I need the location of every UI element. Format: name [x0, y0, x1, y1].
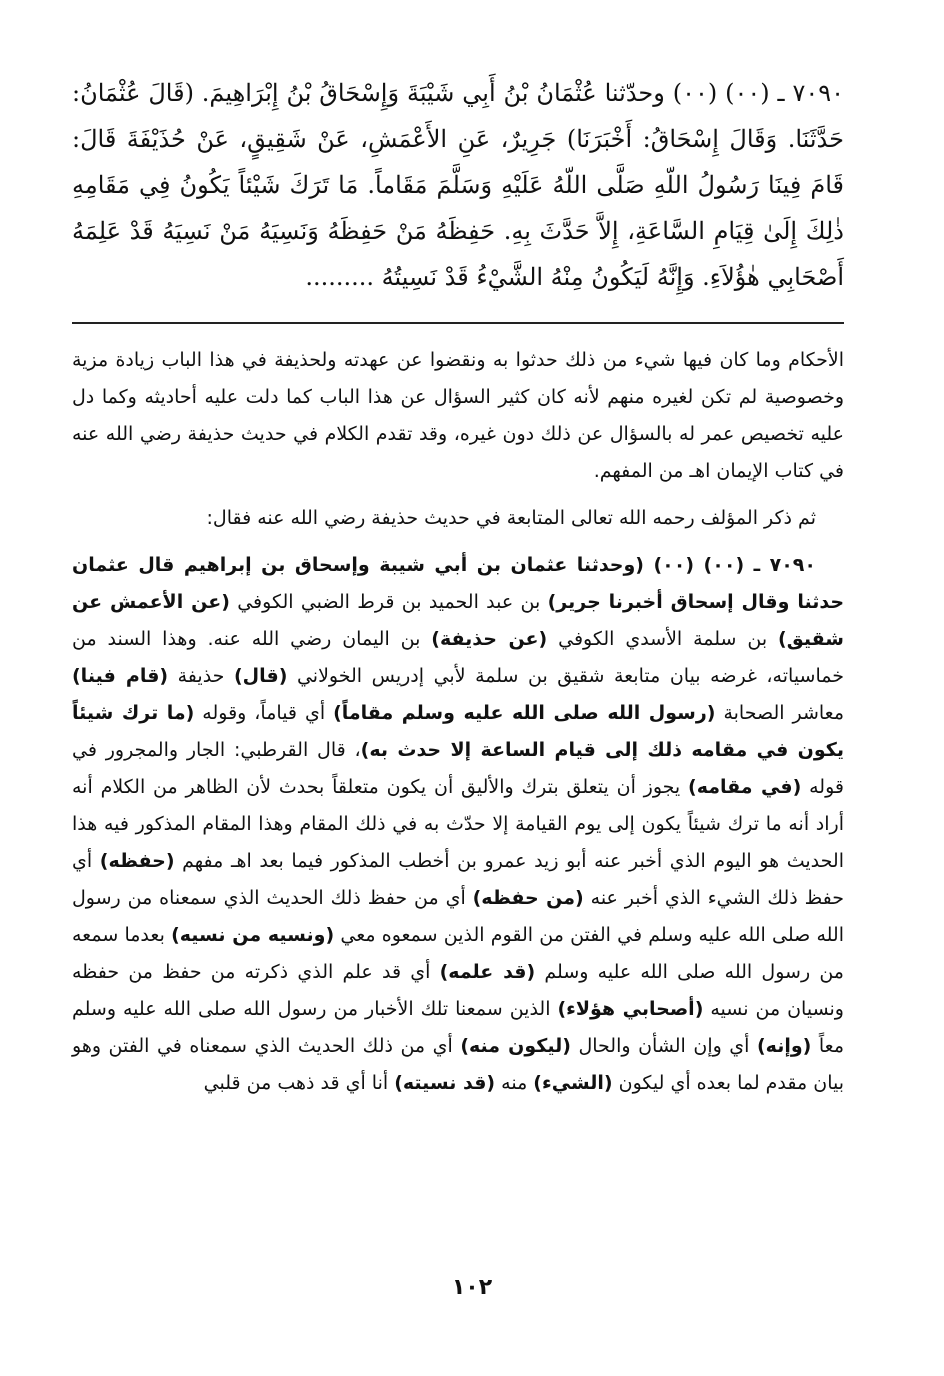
book-page	[72, 70, 844, 1376]
page-number: ١٠٢	[451, 1275, 493, 1300]
commentary-text: حذيفة	[168, 665, 234, 687]
commentary-text: أي قد علم الذي ذكرته من حفظ من حفظه ونسيان من نسيه	[72, 961, 844, 1020]
quoted-hadith-phrase: (في مقامه)	[688, 776, 802, 798]
quoted-hadith-phrase: (وإنه)	[756, 1035, 812, 1057]
commentary	[72, 342, 844, 1102]
commentary-text: يجوز أن يتعلق بترك والأليق أن يكون متعلقاً بحدث لأن الظاهر من الكلام أنه أراد أنه ما ترك شيئاً يكون إلى يوم القيامة إلا حدّث به في ذلك المقام وهذا المقام المذكور فيه هذا الحديث هو اليوم الذي أخبر عنه أبو زيد عمرو بن أخطب المذكور فيما بعد اهـ مفهم	[72, 776, 844, 872]
footnote-divider	[72, 322, 844, 324]
commentary-paragraph-1: الأحكام وما كان فيها شيء من ذلك حدثوا به ونقضوا عن عهدته ولحذيفة في هذا الباب زيادة مزية وخصوصية لم تكن لغيره منهم لأنه كان كثير السؤال عن هذا الباب كما دلت عليه أحاديثه وكما دل عليه تخصيص عمر له بالسؤال عن ذلك دون غيره، وقد تقدم الكلام في حديث حذيفة رضي الله عنه في كتاب الإيمان اهـ من المفهم.	[72, 349, 844, 482]
commentary-text: معاشر الصحابة	[715, 702, 845, 724]
quoted-hadith-phrase: (من حفظه)	[472, 887, 584, 909]
commentary-text: الذين سمعنا تلك الأخبار من رسول الله صلى الله عليه وسلم معاً	[72, 998, 845, 1057]
commentary-text: أي حفظ ذلك الشيء الذي أخبر عنه	[72, 850, 844, 909]
commentary-text: أي من حفظ ذلك الحديث الذي سمعناه من رسول الله صلى الله عليه وسلم في الفتن من القوم الذين سمعوه معي	[72, 887, 844, 946]
commentary-text: أي من ذلك الحديث الذي سمعناه في الفتن وهو بيان مقدم لما بعده أي ليكون	[72, 1035, 844, 1094]
quoted-hadith-phrase: (ما ترك شيئاً يكون في مقامه ذلك إلى قيام الساعة إلا حدث به)	[72, 702, 844, 761]
commentary-text: بن عبد الحميد بن قرط الضبي الكوفي	[229, 591, 548, 613]
quoted-hadith-phrase: (عن الأعمش عن شقيق)	[72, 591, 844, 650]
quoted-hadith-phrase: (عن حذيفة)	[431, 628, 548, 650]
quoted-hadith-phrase: (قام فينا)	[72, 665, 169, 687]
commentary-text: بن اليمان رضي الله عنه. وهذا السند من خماسياته، غرضه بيان متابعة شقيق بن سلمة لأبي إدريس الخولاني	[72, 628, 844, 687]
commentary-text: أي قياماً، وقوله	[194, 702, 334, 724]
commentary-text: أي وإن الشأن والحال	[570, 1035, 757, 1057]
quoted-hadith-phrase: (قد نسيته)	[394, 1072, 496, 1094]
quoted-hadith-phrase: (ليكون منه)	[460, 1035, 571, 1057]
commentary-text: أنا أي قد ذهب من قلبي	[203, 1072, 395, 1094]
quoted-hadith-phrase: (رسول الله صلى الله عليه وسلم مقاماً)	[333, 702, 716, 724]
commentary-text: بعدما سمعه من رسول الله صلى الله عليه وسلم	[72, 924, 844, 983]
hadith-text: ٧٠٩٠ ـ (٠٠) (٠٠) وحدّثنا عُثْمَانُ بْنُ أَبِي شَيْبَةَ وَإِسْحَاقُ بْنُ إِبْرَاهِيمَ. (قَالَ عُثْمَانُ: حَدَّثَنَا. وَقَالَ إِسْحَاقُ: أَخْبَرَنَا) جَرِيرٌ، عَنِ الأَعْمَشِ، عَنْ شَقِيقٍ، عَنْ حُذَيْفَةَ قَالَ: قَامَ فِينَا رَسُولُ اللّهِ صَلَّى اللّهُ عَلَيْهِ وَسَلَّمَ مَقَاماً. مَا تَرَكَ شَيْئاً يَكُونُ فِي مَقَامِهِ ذٰلِكَ إِلَىٰ قِيَامِ السَّاعَةِ، إِلاَّ حَدَّثَ بِهِ. حَفِظَهُ مَنْ حَفِظَهُ وَنَسِيَهُ مَنْ نَسِيَهُ قَدْ عَلِمَهُ أَصْحَابِي هٰؤُلاَءِ. وَإِنَّهُ لَيَكُونُ مِنْهُ الشَّيْءُ قَدْ نَسِيتُهُ .........	[72, 79, 844, 291]
quoted-hadith-phrase: ٧٠٩٠ ـ (٠٠) (٠٠) (وحدثنا عثمان بن أبي شيبة وإسحاق بن إبراهيم قال عثمان حدثنا وقال إسحاق أخبرنا جرير)	[72, 554, 845, 613]
commentary-text: بن سلمة الأسدي الكوفي	[547, 628, 779, 650]
quoted-hadith-phrase: (قد علمه)	[439, 961, 536, 983]
commentary-paragraph-3	[72, 547, 844, 1102]
commentary-paragraph-2: ثم ذكر المؤلف رحمه الله تعالى المتابعة في حديث حذيفة رضي الله عنه فقال:	[206, 507, 816, 529]
commentary-text: ، قال القرطبي: الجار والمجرور في قوله	[72, 739, 844, 798]
commentary-text: منه	[495, 1072, 534, 1094]
quoted-hadith-phrase: (حفظه)	[99, 850, 175, 872]
quoted-hadith-phrase: (قال)	[233, 665, 288, 687]
quoted-hadith-phrase: (الشيء)	[533, 1072, 613, 1094]
quoted-hadith-phrase: (ونسيه من نسيه)	[171, 924, 335, 946]
quoted-hadith-phrase: (أصحابي هؤلاء)	[557, 998, 704, 1020]
